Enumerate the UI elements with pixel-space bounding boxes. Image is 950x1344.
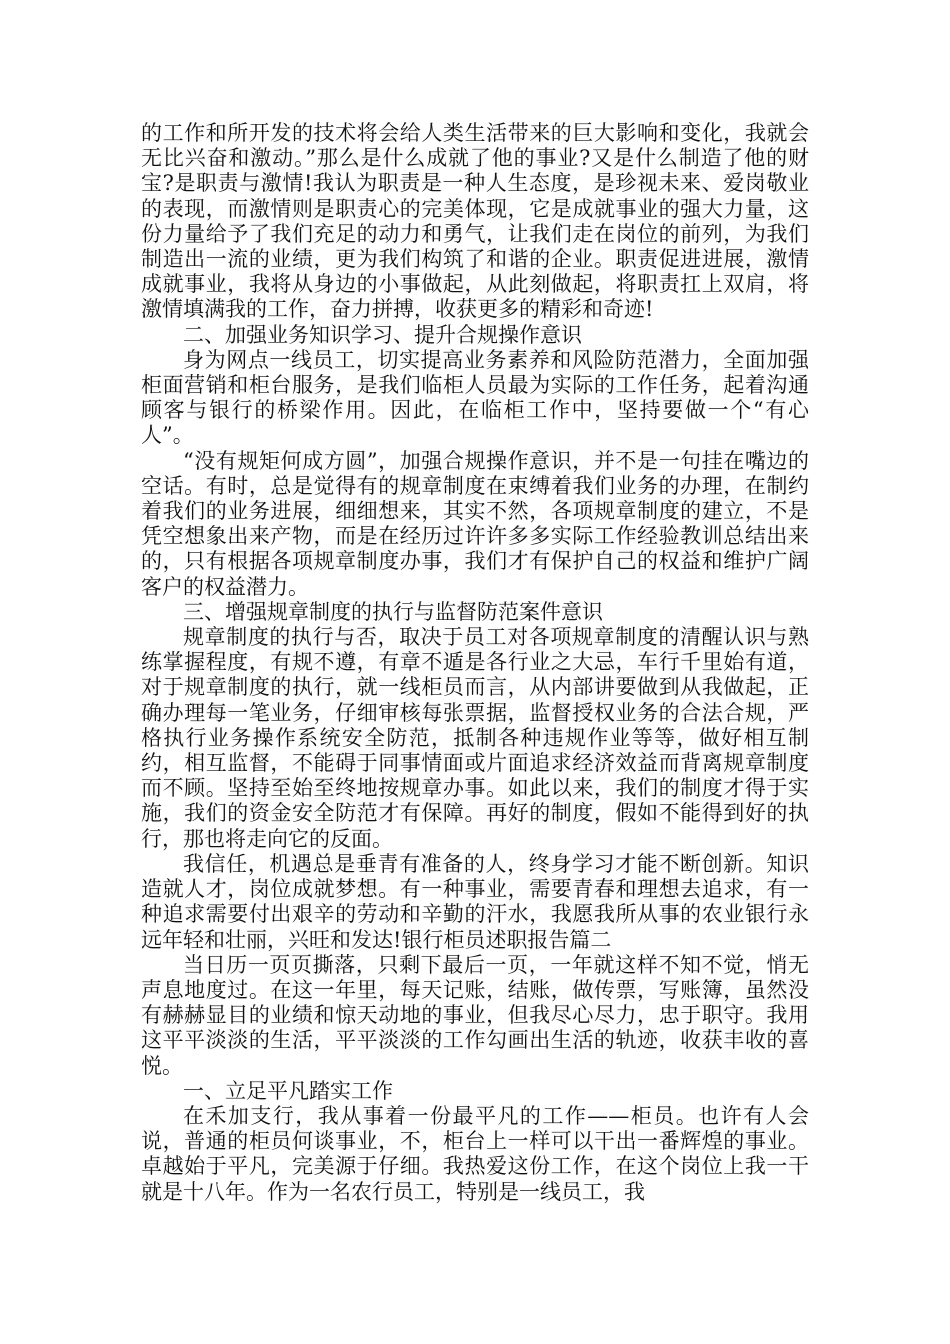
section-heading-1: 一、立足平凡踏实工作	[183, 1078, 393, 1103]
paragraph: 身为网点一线员工，切实提高业务素养和风险防范潜力，全面加强柜面营销和柜台服务，是我们临柜人员最为实际的工作任务，起着沟通顾客与银行的桥梁作用。因此，在临柜工作中，坚持要做一个“有心人”。	[141, 347, 809, 448]
paragraph: “没有规矩何成方圆”，加强合规操作意识，并不是一句挂在嘴边的空话。有时，总是觉得有的规章制度在束缚着我们业务的办理，在制约着我们的业务进展，细细想来，其实不然，各项规章制度的建立，不是凭空想象出来产物，而是在经历过许许多多实际工作经验教训总结出来的，只有根据各项规章制度办事，我们才有保护自己的权益和维护广阔客户的权益潜力。	[141, 448, 809, 599]
section-heading-3: 三、增强规章制度的执行与监督防范案件意识	[183, 599, 603, 624]
paragraph: 当日历一页页撕落，只剩下最后一页，一年就这样不知不觉，悄无声息地度过。在这一年里，每天记账，结账，做传票，写账簿，虽然没有赫赫显目的业绩和惊天动地的事业，但我尽心尽力，忠于职守。我用这平平淡淡的生活，平平淡淡的工作勾画出生活的轨迹，收获丰收的喜悦。	[141, 952, 809, 1078]
paragraph-continuation: 的工作和所开发的技术将会给人类生活带来的巨大影响和变化，我就会无比兴奋和激动。”那么是什么成就了他的事业?又是什么制造了他的财宝?是职责与激情!我认为职责是一种人生态度，是珍视未来、爱岗敬业的表现，而激情则是职责心的完美体现，它是成就事业的强大力量，这份力量给予了我们充足的动力和勇气，让我们走在岗位的前列，为我们制造出一流的业绩，更为我们构筑了和谐的企业。职责促进进展，激情成就事业，我将从身边的小事做起，从此刻做起，将职责扛上双肩，将激情填满我的工作，奋力拼搏，收获更多的精彩和奇迹!	[141, 121, 809, 322]
section-heading-2: 二、加强业务知识学习、提升合规操作意识	[183, 322, 582, 347]
paragraph: 规章制度的执行与否，取决于员工对各项规章制度的清醒认识与熟练掌握程度，有规不遵，有章不遁是各行业之大忌，车行千里始有道，对于规章制度的执行，就一线柜员而言，从内部讲要做到从我做起，正确办理每一笔业务，仔细审核每张票据，监督授权业务的合法合规，严格执行业务操作系统安全防范，抵制各种违规作业等等，做好相互制约，相互监督，不能碍于同事情面或片面追求经济效益而背离规章制度而不顾。坚持至始至终地按规章办事。如此以来，我们的制度才得于实施，我们的资金安全防范才有保障。再好的制度，假如不能得到好的执行，那也将走向它的反面。	[141, 625, 809, 851]
paragraph: 我信任，机遇总是垂青有准备的人，终身学习才能不断创新。知识造就人才，岗位成就梦想。有一种事业，需要青春和理想去追求，有一种追求需要付出艰辛的劳动和辛勤的汗水，我愿我所从事的农业银行永远年轻和壮丽，兴旺和发达!银行柜员述职报告篇二	[141, 851, 809, 952]
document-body	[141, 121, 809, 1205]
paragraph: 在禾加支行，我从事着一份最平凡的工作——柜员。也许有人会说，普通的柜员何谈事业，不，柜台上一样可以干出一番辉煌的事业。卓越始于平凡，完美源于仔细。我热爱这份工作，在这个岗位上我一干就是十八年。作为一名农行员工，特别是一线员工，我	[141, 1103, 809, 1204]
